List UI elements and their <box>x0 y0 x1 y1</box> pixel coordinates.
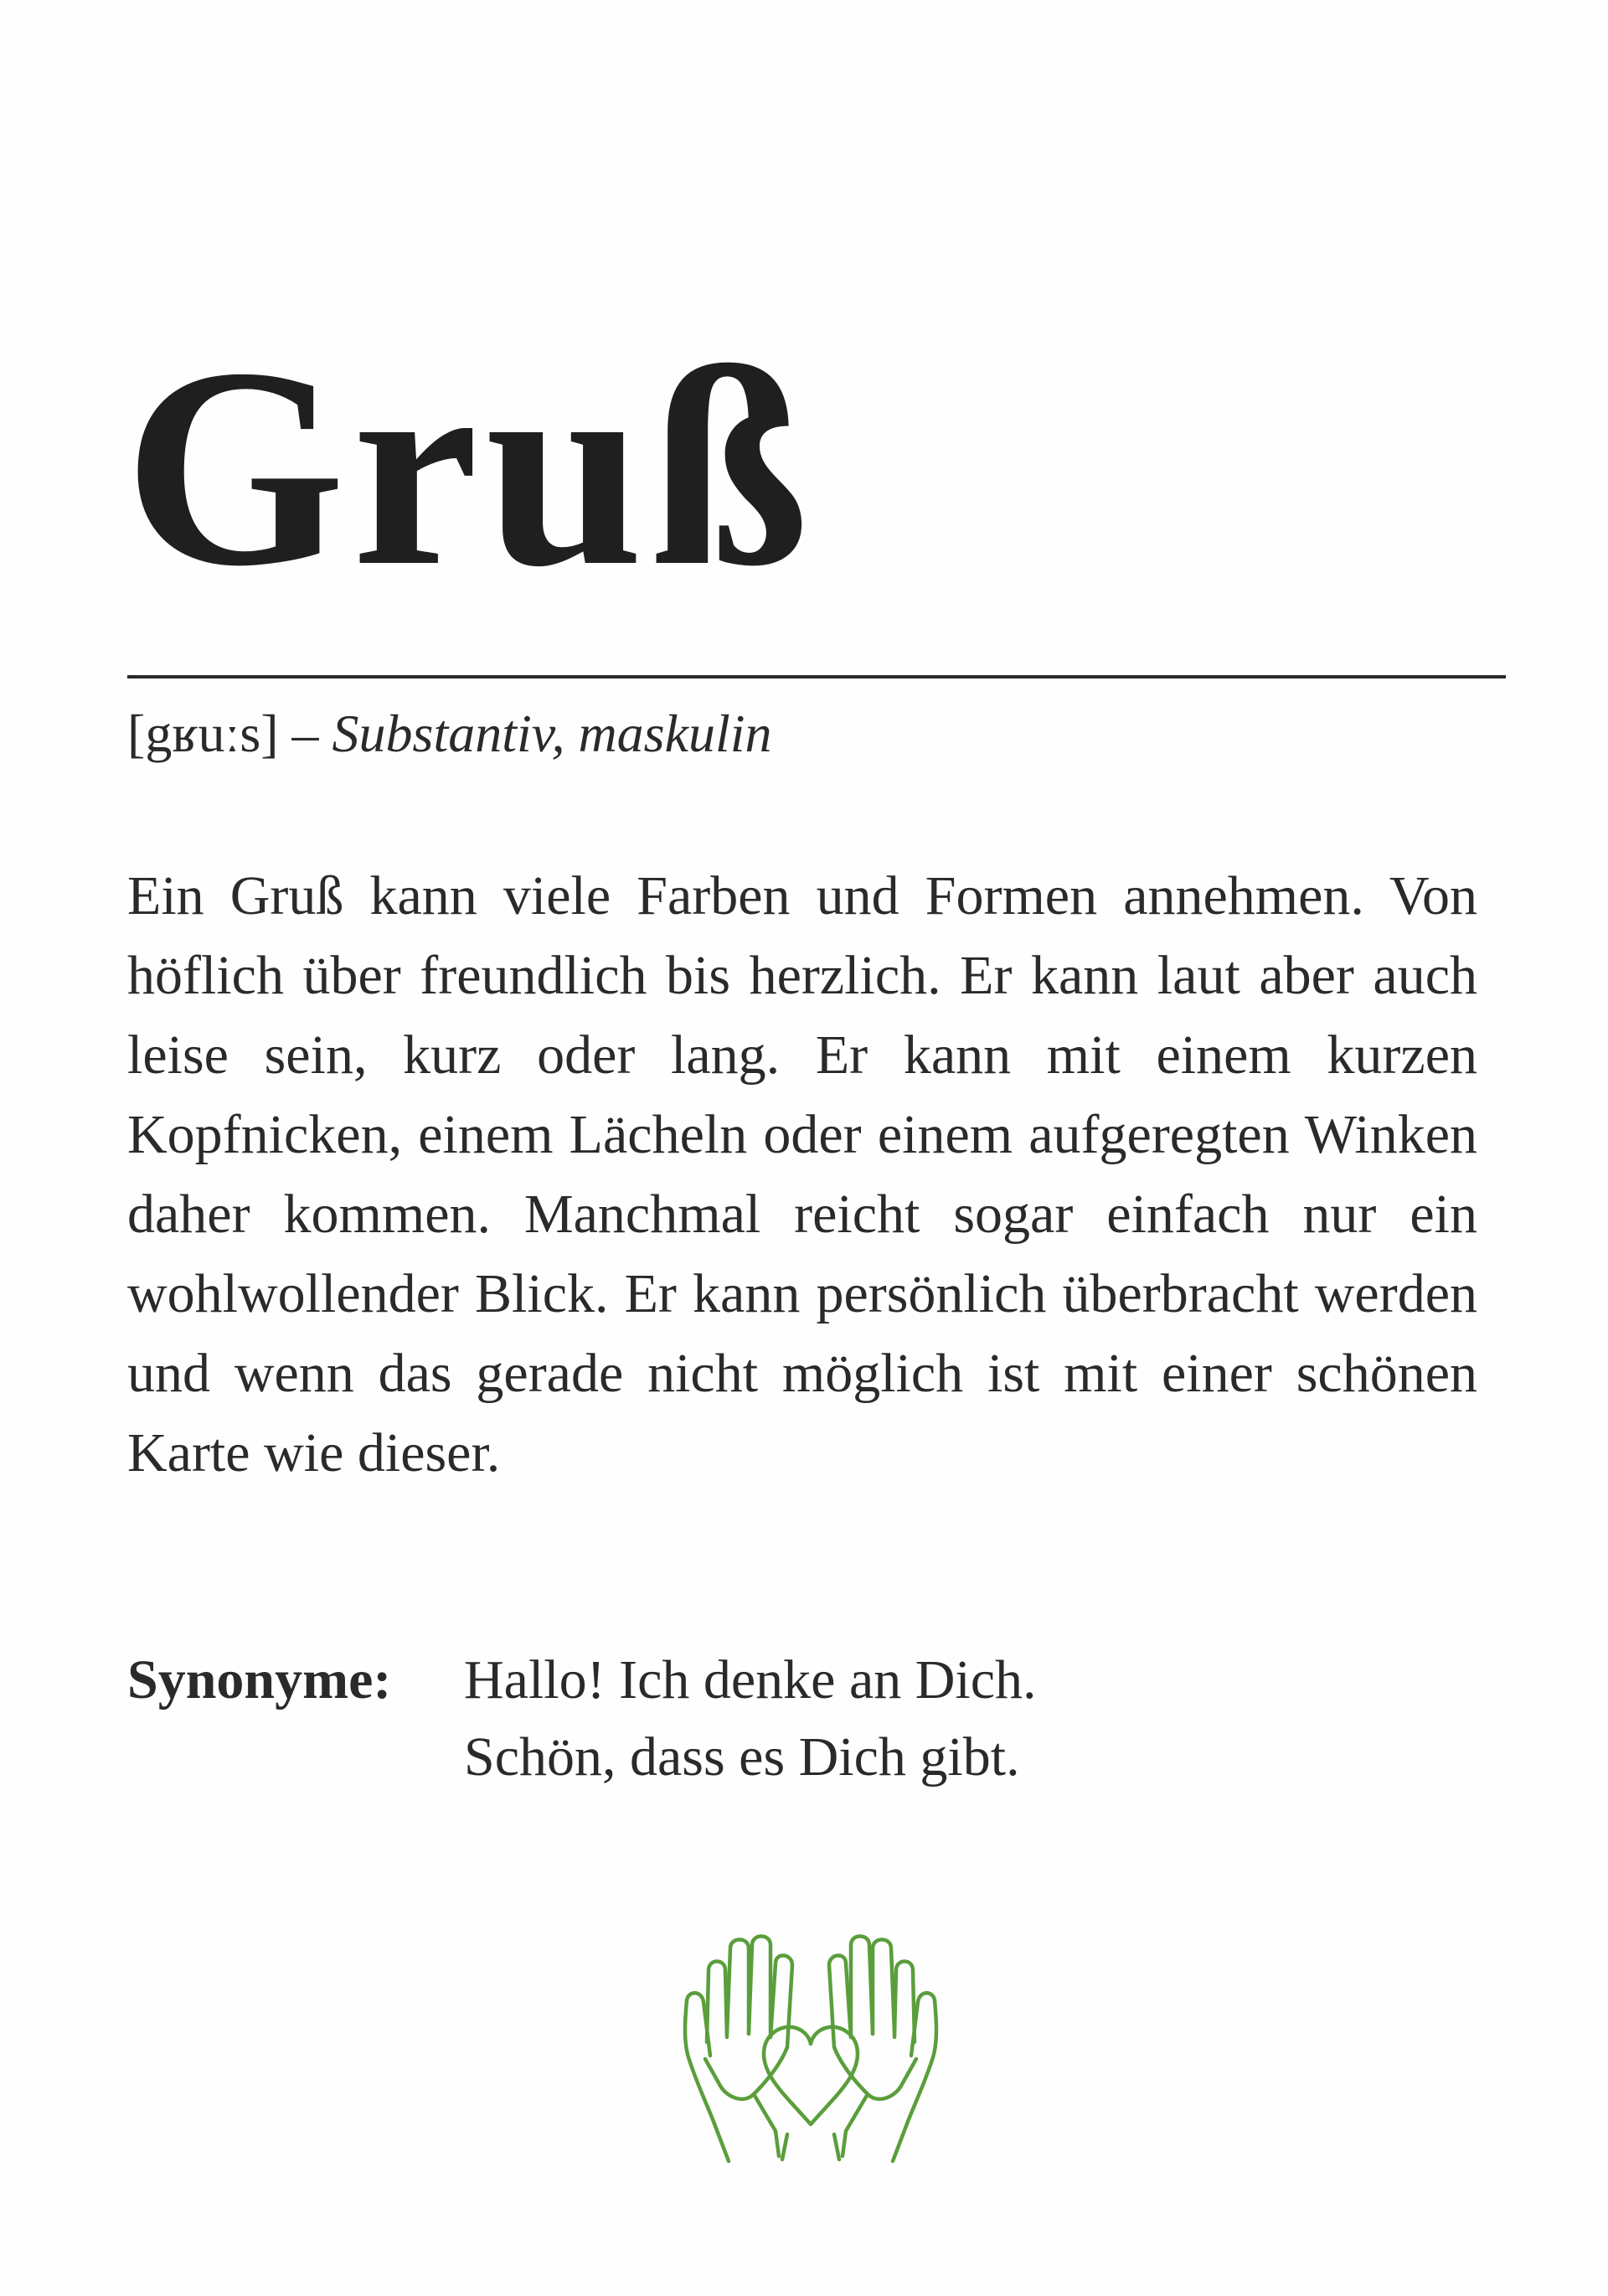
phonetic-transcription: [gʁuːs] <box>127 704 279 763</box>
hands-holding-heart-icon <box>677 1908 945 2168</box>
synonym-item: Hallo! Ich denke an Dich. <box>464 1649 1037 1710</box>
grammar-info: Substantiv, maskulin <box>332 704 772 763</box>
headword: Gruß <box>124 309 816 625</box>
synonyms-label: Synonyme: <box>127 1649 392 1710</box>
divider-line <box>127 675 1506 678</box>
synonyms-section <box>127 1642 1037 1796</box>
pronunciation-line <box>127 702 772 766</box>
synonym-item: Schön, dass es Dich gibt. <box>464 1726 1020 1788</box>
definition-text: Ein Gruß kann viele Farben und Formen annehmen. Von höflich über freundlich bis herzlich. Er kann laut aber auch leise sein, kurz oder lang. Er kann mit einem kurzen Kopfnicken, einem Lächeln oder einem aufgeregten Winken daher kommen. Manchmal reicht sogar einfach nur ein wohlwollender Blick. Er kann persönlich überbracht werden und wenn das gerade nicht möglich ist mit einer schönen Karte wie dieser. <box>127 865 1477 1483</box>
synonyms-list <box>464 1642 1037 1796</box>
separator: – <box>278 704 332 763</box>
